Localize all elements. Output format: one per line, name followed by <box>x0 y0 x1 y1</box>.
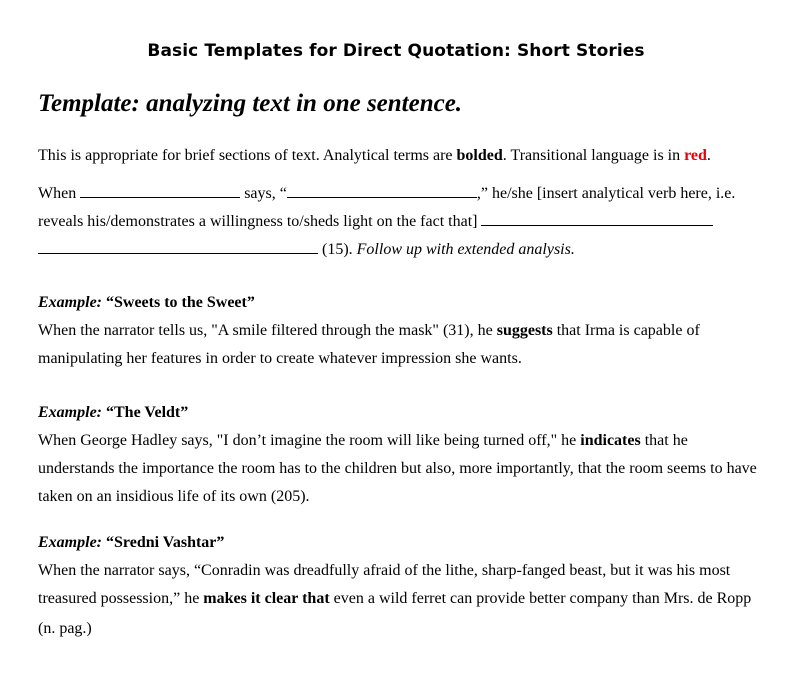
example-heading-veldt <box>38 404 188 422</box>
analytical-term: indicates <box>580 432 641 449</box>
speaker-blank <box>80 184 240 198</box>
template-line-1 <box>38 184 735 203</box>
document-title: Basic Templates for Direct Quotation: Short Stories <box>147 41 645 61</box>
template-says: says, “ <box>240 185 287 202</box>
template-heading: Template: analyzing text in one sentence. <box>38 90 463 117</box>
template-citation: (15). <box>318 241 357 258</box>
template-line-2 <box>38 212 713 231</box>
bolded-term: bolded <box>456 147 503 164</box>
example-3-line-3 <box>38 620 92 638</box>
example-story-title: “Sweets to the Sweet” <box>102 294 255 311</box>
intro-text-2: . Transitional language is in <box>502 147 685 164</box>
example-text: (n. pag.) <box>38 620 92 637</box>
template-line-3 <box>38 240 575 259</box>
example-text: manipulating her features in order to create whatever impression she wants. <box>38 350 522 367</box>
example-1-line-1 <box>38 322 700 340</box>
template-close-quote: ,” he/she [insert analytical verb here, i.e. <box>476 185 736 202</box>
red-term: red <box>684 147 707 164</box>
template-line-2-text: reveals his/demonstrates a willingness to/sheds light on the fact that] <box>38 213 482 230</box>
intro-text-1: This is appropriate for brief sections of text. Analytical terms are <box>38 147 457 164</box>
example-3-line-1 <box>38 562 730 580</box>
example-text: taken on an insidious life of its own (205). <box>38 488 310 505</box>
analytical-term: makes it clear that <box>203 590 330 607</box>
analysis-blank-continued <box>38 240 318 254</box>
example-heading-sredni <box>38 534 224 552</box>
example-1-line-2 <box>38 350 522 368</box>
intro-text-3: . <box>706 147 711 164</box>
example-text: that he <box>640 432 688 449</box>
example-2-line-3 <box>38 488 310 506</box>
example-2-line-2 <box>38 460 757 478</box>
example-text: When the narrator says, “Conradin was dreadfully afraid of the lithe, sharp-fanged beast, but it was his most <box>38 562 731 579</box>
example-label: Example: <box>38 534 102 551</box>
quote-blank <box>287 184 477 198</box>
example-text: When the narrator tells us, "A smile filtered through the mask" (31), he <box>38 322 497 339</box>
example-label: Example: <box>38 404 102 421</box>
example-text: understands the importance the room has to the children but also, more importantly, that the room seems to have <box>38 460 757 477</box>
follow-up-instruction: Follow up with extended analysis. <box>356 241 575 258</box>
example-text: even a wild ferret can provide better company than Mrs. de Ropp <box>329 590 752 607</box>
example-text: When George Hadley says, "I don’t imagine the room will like being turned off," he <box>38 432 581 449</box>
example-3-line-2 <box>38 590 751 608</box>
example-story-title: “The Veldt” <box>102 404 189 421</box>
analysis-blank <box>481 212 713 226</box>
example-text: treasured possession,” he <box>38 590 204 607</box>
template-when: When <box>38 185 81 202</box>
example-2-line-1 <box>38 432 688 450</box>
intro-paragraph <box>38 147 711 165</box>
example-story-title: “Sredni Vashtar” <box>102 534 225 551</box>
analytical-term: suggests <box>496 322 553 339</box>
example-text: that Irma is capable of <box>552 322 700 339</box>
example-heading-sweets <box>38 294 255 312</box>
example-label: Example: <box>38 294 102 311</box>
